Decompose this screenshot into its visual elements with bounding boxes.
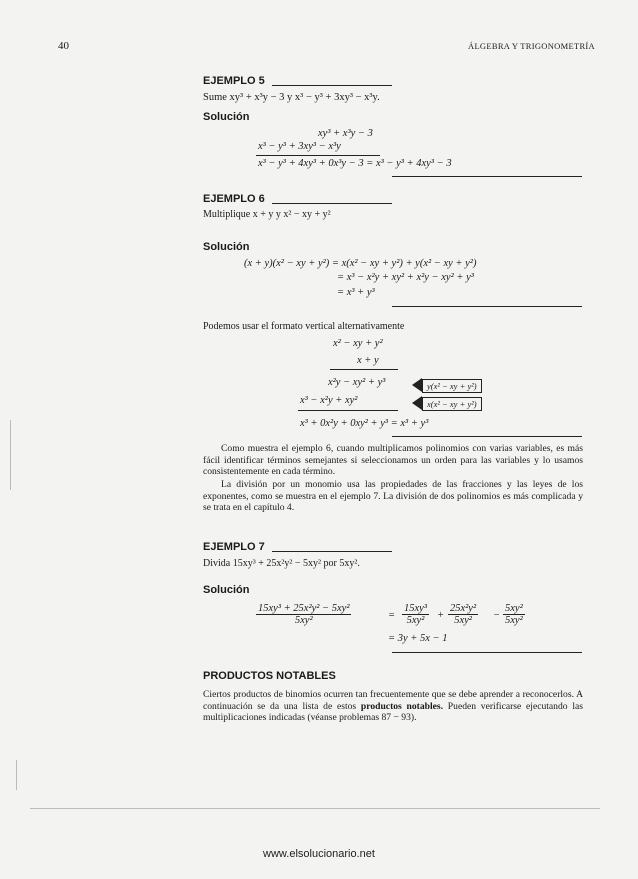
notables-paragraph <box>203 689 583 724</box>
example7-title: EJEMPLO 7 <box>203 541 265 553</box>
example7-lhs-denominator: 5xy² <box>294 615 313 626</box>
example6-line3: = x³ + y³ <box>337 287 375 298</box>
example6-v2: x + y <box>357 355 379 366</box>
example7-term3-numerator: 5xy² <box>505 603 523 614</box>
example5-row2: x³ − y³ + 3xy³ − x³y <box>258 141 341 152</box>
example6-v-rule2 <box>298 410 398 411</box>
arrow-left-icon <box>412 378 422 392</box>
example7-term3-denominator: 5xy² <box>505 615 523 626</box>
example6-box2: x(x² − xy + y²) <box>422 397 482 411</box>
example5-row1: xy³ + x³y − 3 <box>318 128 373 139</box>
example7-term1 <box>402 603 429 626</box>
example5-solution-label: Solución <box>203 111 250 123</box>
arrow-left-icon <box>412 396 422 410</box>
running-title: ÁLGEBRA Y TRIGONOMETRÍA <box>468 41 595 51</box>
page-number: 40 <box>58 40 69 52</box>
example6-line2: = x³ − x²y + xy² + x²y − xy² + y³ <box>337 272 474 283</box>
example5-sum-rule <box>256 155 380 156</box>
example6-solution-label: Solución <box>203 241 250 253</box>
example7-term3 <box>503 603 525 626</box>
example7-title-rule <box>272 551 392 552</box>
example6-line1: (x + y)(x² − xy + y²) = x(x² − xy + y²) + y(x² − xy + y²) <box>244 258 477 269</box>
example6-statement: Multiplique x + y y x² − xy + y² <box>203 209 331 220</box>
example7-equals: = <box>388 610 396 621</box>
notables-heading: PRODUCTOS NOTABLES <box>203 670 336 682</box>
scan-edge-mark <box>16 760 17 790</box>
example6-v1: x² − xy + y² <box>333 338 383 349</box>
example7-term2-numerator: 25x²y² <box>450 603 477 614</box>
example7-result: = 3y + 5x − 1 <box>388 633 448 644</box>
example6-v-rule1 <box>330 369 398 370</box>
example7-term1-numerator: 15xy³ <box>404 603 427 614</box>
example7-lhs-fraction <box>256 603 351 626</box>
example7-plus: + <box>437 610 445 621</box>
notables-bold-term: productos notables. <box>360 700 444 712</box>
example7-term2 <box>448 603 478 626</box>
example7-minus: − <box>493 610 501 621</box>
example5-end-rule <box>392 176 582 177</box>
example7-end-rule <box>392 652 582 653</box>
example6-v5: x³ + 0x²y + 0xy² + y³ = x³ + y³ <box>300 418 429 429</box>
notables-text-b: Pueden verificarse ejecutando las multiplicaciones indicadas (véanse problemas 87 − 93). <box>203 700 583 723</box>
example6-title-rule <box>272 203 392 204</box>
example5-title-rule <box>272 85 392 86</box>
example6-v-end-rule <box>392 436 582 437</box>
example7-term2-denominator: 5xy² <box>454 615 472 626</box>
example5-title: EJEMPLO 5 <box>203 75 265 87</box>
scan-edge-mark <box>10 420 11 490</box>
example7-statement: Divida 15xy³ + 25x²y² − 5xy² por 5xy². <box>203 558 360 569</box>
example6-v3: x²y − xy² + y³ <box>328 377 386 388</box>
example6-box1: y(x² − xy + y²) <box>422 379 482 393</box>
scan-bottom-edge <box>30 808 600 809</box>
example5-row3: x³ − y³ + 4xy³ + 0x³y − 3 = x³ − y³ + 4xy³ − 3 <box>258 158 452 169</box>
paragraph-multiplication: Como muestra el ejemplo 6, cuando multiplicamos polinomios con varias variables, es más fácil identificar términos semejantes si seleccionamos un orden para las variables y lo usamos consistentemente en cada término. <box>203 443 583 477</box>
example6-title: EJEMPLO 6 <box>203 193 265 205</box>
example7-term1-denominator: 5xy² <box>406 615 425 626</box>
example6-end-rule <box>392 306 582 307</box>
example5-statement: Sume xy³ + x³y − 3 y x³ − y³ + 3xy³ − x³y. <box>203 92 380 103</box>
example7-solution-label: Solución <box>203 584 250 596</box>
notables-text-a: Ciertos productos de binomios ocurren tan frecuentemente que se debe aprender a reconocerlos. A continuación se da una lista de estos <box>203 689 583 712</box>
example7-lhs-numerator: 15xy³ + 25x²y² − 5xy² <box>258 603 350 614</box>
footer-url[interactable]: www.elsolucionario.net <box>263 848 375 860</box>
example6-v4: x³ − x²y + xy² <box>300 395 358 406</box>
example6-vertical-intro: Podemos usar el formato vertical alternativamente <box>203 321 405 332</box>
paragraph-division: La división por un monomio usa las propiedades de las fracciones y las leyes de los exponentes, como se muestra en el ejemplo 7. La división de dos polinomios es más complicada y se trata en el capítulo 4. <box>203 479 583 513</box>
